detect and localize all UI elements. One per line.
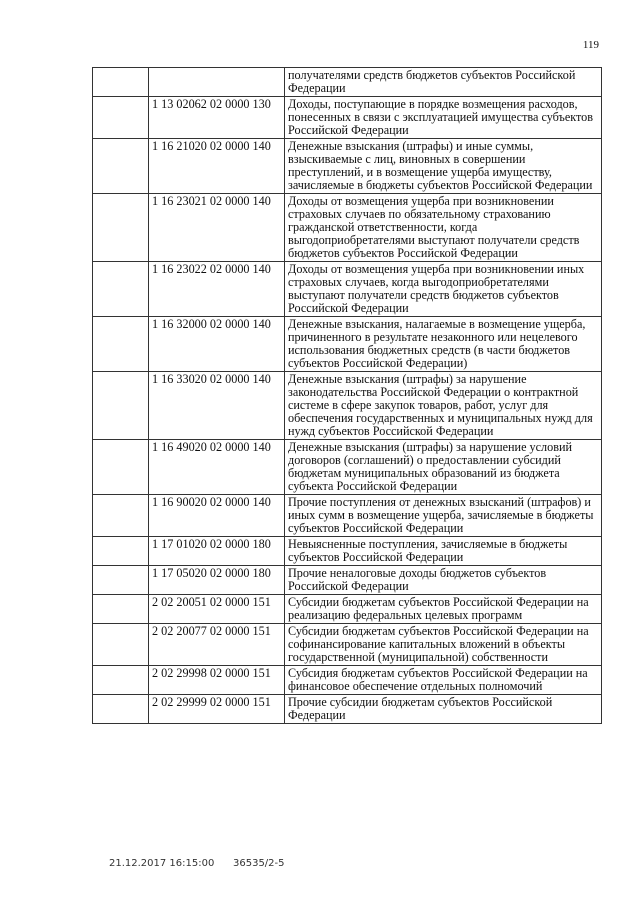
page-number: 119 <box>582 39 599 51</box>
admin-cell <box>93 666 149 695</box>
table-row <box>93 666 602 695</box>
revenue-code-cell: 1 17 01020 02 0000 180 <box>149 537 285 566</box>
revenue-name-cell: Невыясненные поступления, зачисляемые в бюджеты субъектов Российской Федерации <box>285 537 602 566</box>
table-row <box>93 194 602 262</box>
revenue-code-cell: 1 16 90020 02 0000 140 <box>149 495 285 537</box>
revenue-name-cell: Доходы от возмещения ущерба при возникновении иных страховых случаев, когда выгодоприобретателями выступают получатели средств бюджетов субъектов Российской Федерации <box>285 262 602 317</box>
table-row <box>93 317 602 372</box>
revenue-name-cell: Денежные взыскания (штрафы) за нарушение условий договоров (соглашений) о предоставлении субсидий бюджетам муниципальных образований из бюджета субъекта Российской Федерации <box>285 440 602 495</box>
revenue-code-cell: 1 16 23021 02 0000 140 <box>149 194 285 262</box>
admin-cell <box>93 262 149 317</box>
revenue-code-cell: 2 02 29998 02 0000 151 <box>149 666 285 695</box>
revenue-code-cell: 1 16 21020 02 0000 140 <box>149 139 285 194</box>
admin-cell <box>93 440 149 495</box>
revenue-name-cell: Прочие субсидии бюджетам субъектов Российской Федерации <box>285 695 602 724</box>
revenue-code-cell: 2 02 20077 02 0000 151 <box>149 624 285 666</box>
admin-cell <box>93 495 149 537</box>
revenue-name-cell: Субсидии бюджетам субъектов Российской Федерации на софинансирование капитальных вложений в объекты государственной (муниципальной) собственности <box>285 624 602 666</box>
revenue-code-cell: 1 13 02062 02 0000 130 <box>149 97 285 139</box>
footer-timestamp: 21.12.2017 16:15:00 <box>109 858 215 869</box>
admin-cell <box>93 68 149 97</box>
revenue-name-cell: Денежные взыскания (штрафы) и иные суммы, взыскиваемые с лиц, виновных в совершении преступлений, и в возмещение ущерба имуществу, зачисляемые в бюджеты субъектов Российской Федерации <box>285 139 602 194</box>
revenue-name-cell: получателями средств бюджетов субъектов Российской Федерации <box>285 68 602 97</box>
revenue-name-cell: Прочие неналоговые доходы бюджетов субъектов Российской Федерации <box>285 566 602 595</box>
revenue-code-cell <box>149 68 285 97</box>
table-row <box>93 624 602 666</box>
table-row <box>93 68 602 97</box>
admin-cell <box>93 97 149 139</box>
revenue-code-cell: 2 02 20051 02 0000 151 <box>149 595 285 624</box>
table-row <box>93 440 602 495</box>
admin-cell <box>93 566 149 595</box>
table-row <box>93 495 602 537</box>
table-row <box>93 566 602 595</box>
admin-cell <box>93 695 149 724</box>
revenue-name-cell: Субсидии бюджетам субъектов Российской Федерации на реализацию федеральных целевых программ <box>285 595 602 624</box>
revenue-code-cell: 1 16 32000 02 0000 140 <box>149 317 285 372</box>
table-row <box>93 97 602 139</box>
table-row <box>93 695 602 724</box>
table-row <box>93 537 602 566</box>
table-row <box>93 595 602 624</box>
revenue-name-cell: Денежные взыскания (штрафы) за нарушение законодательства Российской Федерации о контрактной системе в сфере закупок товаров, работ, услуг для обеспечения государственных и муниципальных нужд для нужд субъектов Российской Федерации <box>285 372 602 440</box>
revenue-name-cell: Денежные взыскания, налагаемые в возмещение ущерба, причиненного в результате незаконного или нецелевого использования бюджетных средств (в части бюджетов субъектов Российской Федерации) <box>285 317 602 372</box>
admin-cell <box>93 537 149 566</box>
revenue-codes-table <box>92 67 602 724</box>
revenue-code-cell: 2 02 29999 02 0000 151 <box>149 695 285 724</box>
admin-cell <box>93 372 149 440</box>
admin-cell <box>93 624 149 666</box>
revenue-code-cell: 1 16 23022 02 0000 140 <box>149 262 285 317</box>
revenue-code-cell: 1 16 33020 02 0000 140 <box>149 372 285 440</box>
footer-document-id: 36535/2-5 <box>233 858 285 869</box>
table-row <box>93 139 602 194</box>
revenue-name-cell: Доходы, поступающие в порядке возмещения расходов, понесенных в связи с эксплуатацией имущества субъектов Российской Федерации <box>285 97 602 139</box>
admin-cell <box>93 595 149 624</box>
table-row <box>93 372 602 440</box>
table-row <box>93 262 602 317</box>
revenue-name-cell: Прочие поступления от денежных взысканий (штрафов) и иных сумм в возмещение ущерба, зачисляемые в бюджеты субъектов Российской Федерации <box>285 495 602 537</box>
admin-cell <box>93 317 149 372</box>
revenue-name-cell: Доходы от возмещения ущерба при возникновении страховых случаев по обязательному страхованию гражданской ответственности, когда выгодоприобретателями выступают получатели средств бюджетов субъектов Российской Федерации <box>285 194 602 262</box>
revenue-name-cell: Субсидия бюджетам субъектов Российской Федерации на финансовое обеспечение отдельных полномочий <box>285 666 602 695</box>
admin-cell <box>93 139 149 194</box>
admin-cell <box>93 194 149 262</box>
revenue-code-cell: 1 17 05020 02 0000 180 <box>149 566 285 595</box>
revenue-code-cell: 1 16 49020 02 0000 140 <box>149 440 285 495</box>
